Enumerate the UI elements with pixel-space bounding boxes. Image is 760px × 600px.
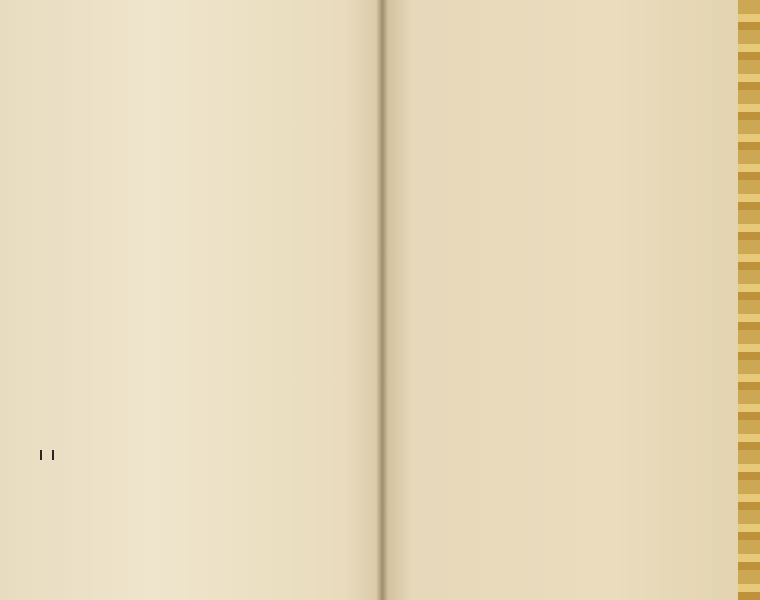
book-gutter [376, 0, 388, 600]
page-number-mark [40, 450, 54, 460]
right-page [382, 0, 760, 600]
decorative-edge [738, 0, 760, 600]
